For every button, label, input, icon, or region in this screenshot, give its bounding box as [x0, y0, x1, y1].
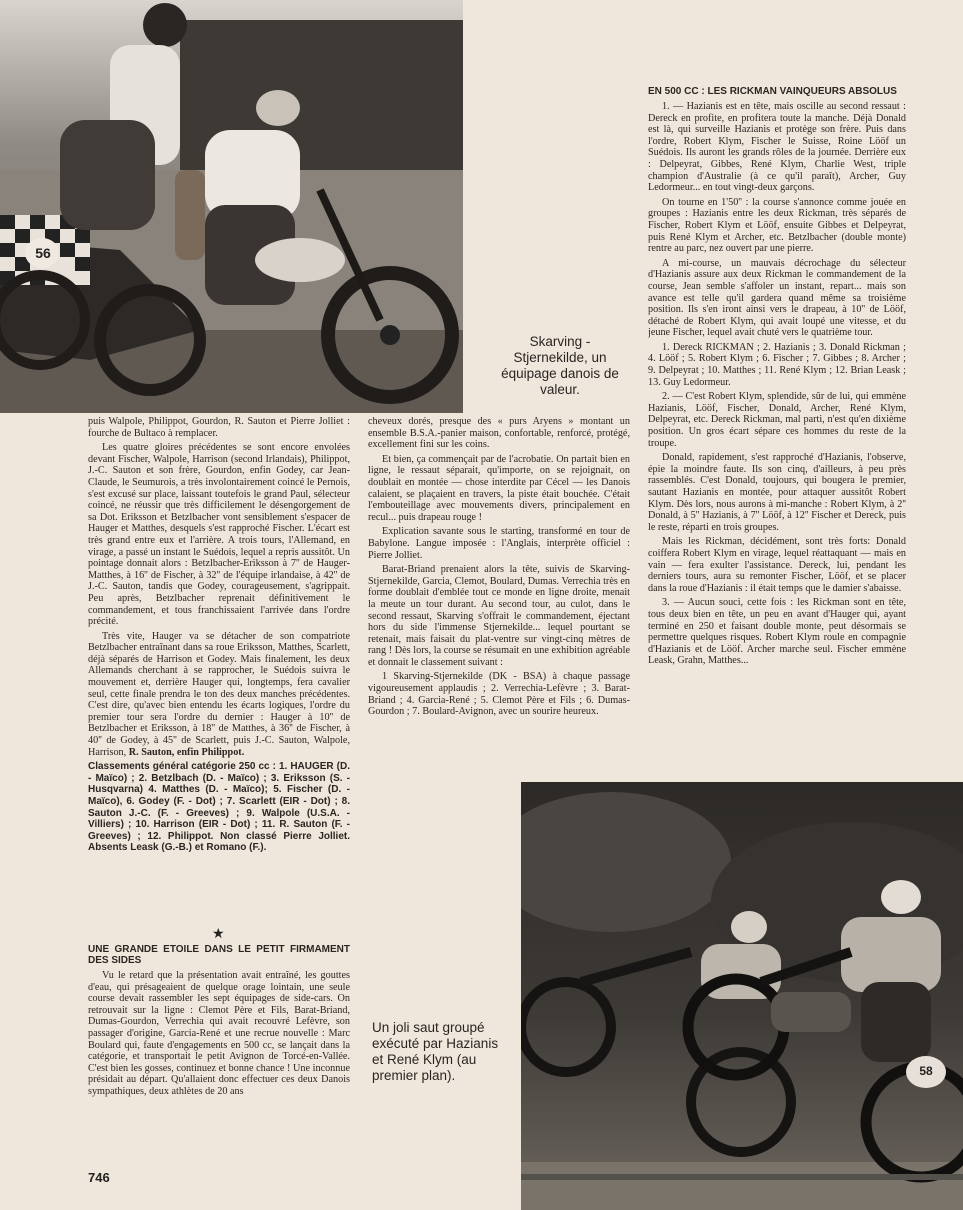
number-plate: 58 [919, 1064, 933, 1078]
paragraph: Les quatre gloires précédentes se sont encore envolées devant Fischer, Walpole, Harrison (second Irlandais), Philippot, J.-C. Sauton et son frère, Gourdon, enfin Godey, car Jean-Claude, le Seumurois, a très involontairement coincé le Pernois, s'est excusé sur place, laissant toutefois le grand Paul, sélecteur coincé, ne réussir que très difficilement le désengorgement de sa Dot. Eriksson et Betzlbacher vont sensiblement s'espacer de Hauger et Matthes, desquels s'est rapproché Fischer. L'écart est très grand entre eux et l'arrière. A trois tours, l'Allemand, en virage, a passé un instant le Suédois, lequel a repris aussitôt. Un pointage donnait alors : Betzlbacher-Eriksson à 7'' de Hauger-Matthes, à 16'' de Fischer, à 32'' de l'équipe irlandaise, à 42'' de J.-C. Sauton, tandis que Godey, courageusement, s'agrippait. Peu après, Betzlbacher reprenait définitivement le commandement, et tous franchissaient l'arrivée dans l'ordre précité. [88, 442, 350, 628]
section-heading: EN 500 CC : LES RICKMAN VAINQUEURS ABSOLUS [648, 86, 897, 97]
paragraph [88, 631, 350, 759]
paragraph: Donald, rapidement, s'est rapproché d'Hazianis, l'observe, épie la moindre faute. Ils son cinq, d'ailleurs, à peu près rassemblés. C'est Donald, toujours, qui bougera le premier, sautant Hazianis en montée, pour attaquer aussitôt Robert Klym. Dès lors, nous aurons à mi-manche : Robert Klym, à 2'' Donald, à 5'' Hazianis, à 7'' Lööf, à 12'' Fischer et Dereck, puis le reste, réparti en trois groupes. [648, 452, 906, 533]
star-separator: ★ [212, 927, 225, 942]
paragraph: Vu le retard que la présentation avait entraîné, les gouttes d'eau, qui présageaient de quelque orage lointain, une seule course devait rassembler les sept équipages de side-cars. On retrouvait sur la ligne : Clemot Père et Fils, Barat-Briand, Dumas-Gourdon, Verrechia qui avait recouvré Lefèvre, son passager d'origine, Garcia-René et une recrue nouvelle : Marc Boulard qui, faute d'engagements en 500 cc, se lançait dans la catégorie, et transportait le petit Avignon de Torcé-en-Vallée. C'est bien les gosses, continuez et bonne chance ! Une inconnue présidait au départ. Qu'allaient donc effectuer ces deux Danois sympathiques, deux athlètes de 20 ans [88, 970, 350, 1097]
number-plate: 56 [35, 245, 51, 261]
column-1-sidecars [88, 944, 350, 1144]
sidecar-photo-caption: Skarving -Stjernekilde, un équipage danois de valeur. [501, 334, 619, 397]
column-3 [648, 86, 906, 786]
paragraph: puis Walpole, Philippot, Gourdon, R. Sauton et Pierre Jolliet : fourche de Bultaco à remplacer. [88, 416, 350, 439]
paragraph: Barat-Briand prenaient alors la tête, suivis de Skarving-Stjernekilde, Garcia, Clemot, Boulard, Dumas. Verrechia très en forme doublait d'emblée tout ce monde en ligne droite, menait la meute un tour durant. Au second tour, au culot, dans le second ressaut, Skarving s'offrait le commandement, éjectant hors du side l'immense Stjernekilde... lequel pourtant se retenait, mais faisait du plat-ventre sur vingt-cinq mètres de rang ! Dès lors, la course se résumait en une exhibition agréable et donnait le classement suivant : [368, 564, 630, 668]
jump-photo-caption: Un joli saut groupé exécuté par Hazianis et René Klym (au premier plan). [372, 1020, 499, 1083]
paragraph: 2. — C'est Robert Klym, splendide, sûr de lui, qui emmène Hazianis, Lööf, Fischer, Donald, Archer, René Klym, Delpeyrat, etc. Dereck Rickman, mal parti, n'est qu'en dixième position. Un gros écart sépare ces hommes du reste de la troupe. [648, 391, 906, 449]
classification-250cc: Classements général catégorie 250 cc : 1. HAUGER (D. - Maïco) ; 2. Betzlbach (D. - Maïco) ; 3. Eriksson (S. - Husqvarna) 4. Matthes (D. - Maïco); 5. Fischer (D. - Maïco), 6. Godey (F. - Dot) ; 7. Scarlett (EIR - Dot) ; 8. Sauton J.-C. (F. - Greeves) ; 9. Walpole (U.S.A. - Villiers) ; 10. Harrison (EIR - Dot) ; 11. R. Sauton (F. - Greeves) ; 12. Philippot. Non classé Pierre Jolliet. Absents Leask (G.-B.) et Romano (F.). [88, 761, 350, 854]
paragraph: 1. Dereck RICKMAN ; 2. Hazianis ; 3. Donald Rickman ; 4. Lööf ; 5. Robert Klym ; 6. Fischer ; 7. Gibbes ; 8. Archer ; 9. Delpeyrat ; 10. Matthes ; 11. René Klym ; 12. Brian Leask ; 13. Guy Ledormeur. [648, 341, 906, 388]
paragraph: Mais les Rickman, décidément, sont très forts: Donald coiffera Robert Klym en virage, lequel réattaquant — mais en vain — fera exulter l'assistance. Dereck, lui, pendant les derniers tours, aura su remonter Fischer, Lööf, et se placer dans la roue d'Hazianis : il était temps que le damier s'abaisse. [648, 536, 906, 594]
paragraph: Et bien, ça commençait par de l'acrobatie. On partait bien en ligne, le ressaut séparait, qu'importe, on se rejoignait, on doublait en montée — chose interdite par Cécel — les Danois calaient, se plaçaient en travers, la piste était bouchée. C'était l'embouteillage avec mouvements divers, principalement en recul... puis drapeau rouge ! [368, 453, 630, 523]
column-2 [368, 416, 630, 786]
paragraph: On tourne en 1'50'' : la course s'annonce comme jouée en groupes : Hazianis entre les deux Rickman, très séparés de Fischer, Robert Klym et Lööf, ensuite Gibbes et Delpeyrat, puis René Klym et Archer, etc. Betzlbacher (double monte) rentre au parc, nez ouvert par une pierre. [648, 196, 906, 255]
paragraph: 1. — Hazianis est en tête, mais oscille au second ressaut : Dereck en profite, en profitera toute la manche. Déjà Donald est là, qui surveille Hazianis et protège son frère. Puis dans l'ordre, Robert Klym, Fischer le Suisse, Roine Lööf un Suédois. Ils auront les grands rôles de la journée. Derrière eux : Delpeyrat, Gibbes, René Klym, Charlie West, triple champion d'Australie (à ce qu'il paraît), Archer, Guy Ledormeur... en tout vingt-deux garçons. [648, 101, 906, 194]
sidecar-photo [0, 0, 463, 413]
jump-photo-image [521, 782, 963, 1210]
section-heading: UNE GRANDE ETOILE DANS LE PETIT FIRMAMENT DES SIDES [88, 944, 350, 966]
column-1 [88, 416, 350, 936]
page-number: 746 [88, 1170, 110, 1185]
paragraph: cheveux dorés, presque des « purs Aryens » montant un ensemble B.S.A.-panier maison, confortable, renforcé, protégé, excellement fini sur les coins. [368, 416, 630, 451]
paragraph: A mi-course, un mauvais décrochage du sélecteur d'Hazianis assure aux deux Rickman le commandement de la course, Jean semble s'affoler un instant, repart... mais son avance est telle qu'il gardera quand même sa troisième position. Ils s'en iront ainsi vers le drapeau, à 10'' de Lööf, détaché de Robert Klym, qui avait loupé une vitesse, et du jeune Fischer, lequel avait chuté vers le quatrième tour. [648, 257, 906, 339]
jump-photo [521, 782, 963, 1210]
sidecar-photo-image [0, 0, 463, 413]
text-run-bold: R. Sauton, enfin Philippot. [128, 746, 245, 758]
text-run: Très vite, Hauger va se détacher de son compatriote Betzlbacher entraînant dans sa roue Eriksson, Matthes, Scarlett, déjà séparés de Harrison et Godey. Mais finalement, les deux Allemands cherchant à se rapprocher, le Suédois suivra le mouvement et, derrière Hauger qui, longtemps, fera cavalier seul, cette finale prendra le ton des deux manches précédentes. C'est dire, qu'avec bien entendu les écarts logiques, l'ordre du premier tour sera l'ordre du dernier : Hauger à 10'' de Betzlbacher et Eriksson, à 18'' de Matthes, à 36'' de Fischer, à 40'' de Godey, à 45'' de Scarlett, puis J.-C. Sauton, Walpole, Harrison, [88, 630, 350, 758]
paragraph: 3. — Aucun souci, cette fois : les Rickman sont en tête, tous deux bien en tête, un peu en avant d'Hauger qui, ayant terminé en 250 et faisant double monte, peut désormais se permettre quelques risques. Robert Klym roule en compagnie d'Hazianis et de Lööf. Archer marche seul. Fischer emmène Leask, Grahn, Matthes... [648, 597, 906, 667]
paragraph: Explication savante sous le starting, transformé en tour de Babylone. Langue imposée : l'Anglais, interprète officiel : Pierre Jolliet. [368, 526, 630, 561]
paragraph: 1 Skarving-Stjernekilde (DK - BSA) à chaque passage vigoureusement applaudis ; 2. Verrechia-Lefèvre ; 3. Barat-Briand ; 4. Garcia-René ; 5. Clemot Père et Fils ; 6. Dumas-Gourdon ; 7. Boulard-Avignon, avec un sourire heureux. [368, 671, 630, 718]
